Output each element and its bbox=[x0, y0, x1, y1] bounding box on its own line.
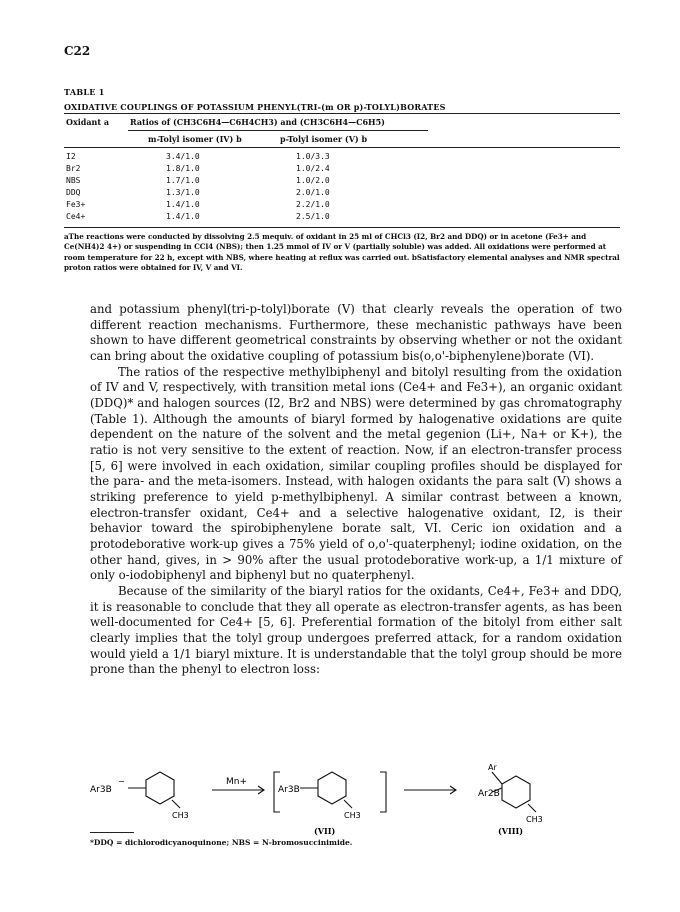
cell-oxidant: Br2 bbox=[66, 164, 81, 173]
body-text bbox=[90, 302, 622, 678]
cell-oxidant: DDQ bbox=[66, 188, 81, 197]
cell-m-ratio: 1.3/1.0 bbox=[166, 188, 200, 197]
cell-p-ratio: 1.0/2.4 bbox=[296, 164, 330, 173]
table-bottom-rule bbox=[64, 227, 620, 228]
table-title: OXIDATIVE COUPLINGS OF POTASSIUM PHENYL(TRI-(m OR p)-TOLYL)BORATES bbox=[64, 102, 446, 112]
cell-m-ratio: 1.4/1.0 bbox=[166, 200, 200, 209]
reactant-methyl-bond bbox=[172, 800, 180, 808]
cell-p-ratio: 1.0/2.0 bbox=[296, 176, 330, 185]
table-top-rule bbox=[64, 113, 620, 114]
paragraph-2: The ratios of the respective methylbiphenyl and bitolyl resulting from the oxidation of IV and V, respectively, with transition metal ions (Ce4+ and Fe3+), an organic oxidant (DDQ)* and halogen sources (I2, Br2 and NBS) were determined by gas chromatography (Table 1). Although the amounts of biaryl formed by halogenative oxidations are quite dependent on the nature of the solvent and the metal gegenion (Li+, Na+ or K+), the ratio is not very sensitive to the extent of reaction. Now, if an electron-transfer process [5, 6] were involved in each oxidation, similar coupling profiles should be displayed for the para- and the meta-isomers. Instead, with halogen oxidants the para salt (V) shows a striking preference to yield p-methylbiphenyl. A similar contrast between a known, electron-transfer oxidant, Ce4+ and a selective halogenative oxidant, I2, is their behavior toward the spirobiphenylene borate salt, VI. Ceric ion oxidation and a protodeborative work-up gives a 75% yield of o,o'-quaterphenyl; iodine oxidation, on the other hand, gives, in > 90% after the usual protodeborative work-up, a 1/1 mixture of only o-iodobiphenyl and biphenyl but no quaterphenyl. bbox=[90, 364, 622, 583]
intermediate-benzene-ring bbox=[318, 772, 346, 804]
table-label: TABLE 1 bbox=[64, 87, 105, 97]
cell-m-ratio: 1.8/1.0 bbox=[166, 164, 200, 173]
table-footnote bbox=[64, 232, 620, 274]
cell-m-ratio: 3.4/1.0 bbox=[166, 152, 200, 161]
paragraph-1: and potassium phenyl(tri-p-tolyl)borate (V) that clearly reveals the operation of two different reaction mechanisms. Furthermore, these mechanistic pathways have been shown to have different geometrical constraints by observing whether or not the oxidant can bring about the oxidative coupling of potassium bis(o,o'-biphenylene)borate (VI). bbox=[90, 302, 622, 364]
reactant-label: Ar3B bbox=[90, 785, 112, 795]
reactant-ch3: CH3 bbox=[172, 811, 189, 820]
product-ar: Ar bbox=[488, 763, 497, 772]
header-bottom-rule bbox=[64, 147, 620, 148]
reagent-label: Mn+ bbox=[226, 777, 248, 787]
product-ring bbox=[502, 776, 530, 808]
page-number: C22 bbox=[64, 44, 91, 58]
product-label: Ar2B bbox=[478, 789, 500, 799]
page-footnote: *DDQ = dichlorodicyanoquinone; NBS = N-bromosuccinimide. bbox=[90, 838, 353, 847]
intermediate-id: (VII) bbox=[314, 826, 336, 836]
cell-p-ratio: 2.2/1.0 bbox=[296, 200, 330, 209]
product-ch3: CH3 bbox=[526, 815, 543, 824]
product-id: (VIII) bbox=[498, 826, 524, 836]
intermediate-label: Ar3B bbox=[278, 785, 300, 795]
cell-oxidant: Fe3+ bbox=[66, 200, 86, 209]
reactant-charge: − bbox=[118, 777, 125, 786]
cell-oxidant: Ce4+ bbox=[66, 212, 86, 221]
cell-m-ratio: 1.4/1.0 bbox=[166, 212, 200, 221]
cell-oxidant: NBS bbox=[66, 176, 81, 185]
header-subrule bbox=[128, 130, 428, 131]
col-header-ratios: Ratios of (CH3C6H4—C6H4CH3) and (CH3C6H4—C6H5) bbox=[130, 117, 385, 127]
col-header-oxidant: Oxidant a bbox=[66, 117, 110, 127]
footnote-rule bbox=[90, 832, 134, 833]
product-methyl-bond bbox=[528, 804, 536, 812]
intermediate-ch3: CH3 bbox=[344, 811, 361, 820]
cell-m-ratio: 1.7/1.0 bbox=[166, 176, 200, 185]
intermediate-bracket-right bbox=[380, 772, 386, 812]
col-header-m-tolyl: m-Tolyl isomer (IV) b bbox=[148, 134, 242, 144]
table-footnote-text: aThe reactions were conducted by dissolving 2.5 mequiv. of oxidant in 25 ml of CHCl3 (I2, Br2 and DDQ) or in acetone (Fe3+ and Ce(NH4)2 4+) or suspending in CCl4 (NBS); then 1.25 mmol of IV or V (partially soluble) was added. All oxidations were performed at room temperature for 22 h, except with NBS, where heating at reflux was carried out. bSatisfactory elemental analyses and NMR spectral proton ratios were obtained for IV, V and VI. bbox=[64, 232, 620, 273]
intermediate-methyl-bond bbox=[344, 800, 352, 808]
cell-p-ratio: 2.0/1.0 bbox=[296, 188, 330, 197]
col-header-p-tolyl: p-Tolyl isomer (V) b bbox=[280, 134, 368, 144]
cell-p-ratio: 2.5/1.0 bbox=[296, 212, 330, 221]
cell-oxidant: I2 bbox=[66, 152, 76, 161]
paragraph-3: Because of the similarity of the biaryl ratios for the oxidants, Ce4+, Fe3+ and DDQ, it is reasonable to conclude that they all operate as electron-transfer agents, as has been well-documented for Ce4+ [5, 6]. Preferential formation of the bitolyl from either salt clearly implies that the tolyl group undergoes preferred attack, for a random oxidation would yield a 1/1 biaryl mixture. It is understandable that the tolyl group should be more prone than the phenyl to electron loss: bbox=[90, 584, 622, 677]
cell-p-ratio: 1.0/3.3 bbox=[296, 152, 330, 161]
product-ar-bond bbox=[492, 772, 502, 784]
reactant-benzene-ring bbox=[146, 772, 174, 804]
